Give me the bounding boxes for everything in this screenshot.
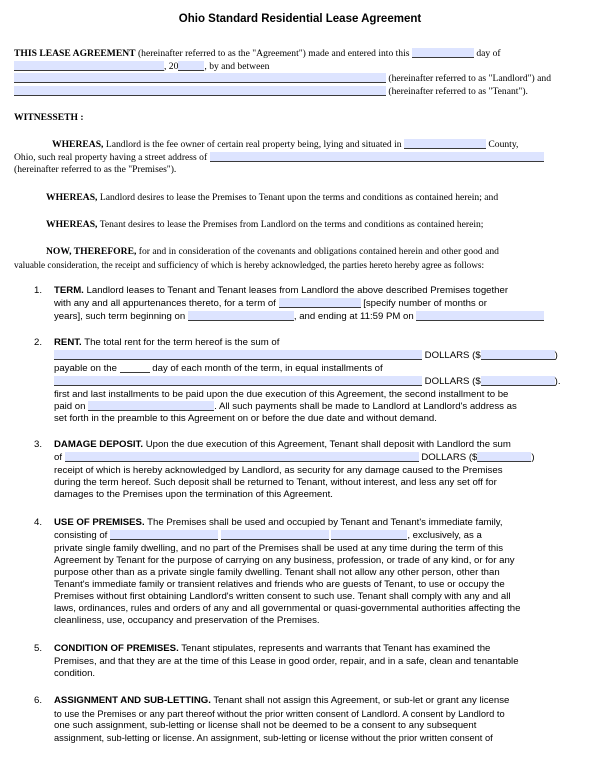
section-6-number: 6. [34, 695, 43, 706]
now-therefore-line-2: valuable consideration, the receipt and sufficiency of which is hereby acknowledged, the parties hereto hereby agree as follows: [14, 260, 484, 270]
deposit-line-3: receipt of which is hereby acknowledged by Landlord, as security for any damage caused to the Premises [54, 465, 503, 476]
condition-line-2: Premises, and that they are at the time of this Lease in good order, repair, and in a safe, clean and tenantable [54, 656, 519, 667]
rent-due-day-field[interactable] [120, 363, 150, 373]
whereas-1-line-1: WHEREAS, Landlord is the fee owner of certain real property being, lying and situated in County, [52, 139, 519, 150]
assignment-line-2: to use the Premises or any part thereof without the prior written consent of Landlord. A consent by Landlord to [54, 709, 505, 719]
second-installment-date-field[interactable] [88, 401, 214, 411]
use-line-2: consisting of , exclusively, as a [54, 530, 482, 541]
whereas-1-line-3: (hereinafter referred to as the "Premises"). [14, 164, 177, 175]
whereas-1-line-2: Ohio, such real property having a street address of [14, 152, 544, 164]
rent-line-1: RENT. The total rent for the term hereof is the sum of [54, 337, 280, 348]
deposit-amount-field[interactable] [477, 452, 531, 462]
rent-total-words-field[interactable] [54, 350, 422, 360]
use-line-9: cleanliness, use, occupancy and preservation of the Premises. [54, 615, 320, 626]
street-address-field[interactable] [210, 152, 544, 162]
use-line-3: private single family dwelling, and no part of the Premises shall be used at any time during the term of this [54, 543, 504, 554]
intro-line-4: (hereinafter referred to as "Tenant"). [14, 86, 528, 98]
county-field[interactable] [404, 139, 486, 149]
term-start-field[interactable] [188, 311, 294, 321]
agreement-year-field[interactable] [178, 61, 204, 71]
condition-line-1: CONDITION OF PREMISES. Tenant stipulates, represents and warrants that Tenant has examined the [54, 643, 491, 654]
assignment-line-1: ASSIGNMENT AND SUB-LETTING. Tenant shall not assign this Agreement, or sub-let or grant any license [54, 695, 510, 706]
section-3-number: 3. [34, 439, 43, 450]
use-line-8: laws, ordinances, rules and orders of any and all governmental or quasi-governmental authorities affecting the [54, 603, 521, 614]
section-2-number: 2. [34, 337, 43, 348]
term-end-field[interactable] [416, 311, 544, 321]
whereas-3: WHEREAS, Tenant desires to lease the Premises from Landlord on the terms and conditions as contained herein; [46, 219, 484, 230]
now-therefore-line-1: NOW, THEREFORE, for and in consideration of the covenants and obligations contained herein and other good and [46, 246, 499, 257]
assignment-line-4: assignment, sub-letting or license. An assignment, sub-letting or license without the prior written consent of [54, 733, 493, 743]
use-line-7: Premises without first obtaining Landlord's written consent to such use. Tenant shall comply with any and all [54, 591, 511, 602]
deposit-line-2: of DOLLARS ($ ) [54, 452, 535, 463]
agreement-day-field[interactable] [412, 48, 474, 58]
deposit-line-1: DAMAGE DEPOSIT. Upon the due execution of this Agreement, Tenant shall deposit with Landlord the sum [54, 439, 511, 450]
rent-line-6: paid on . All such payments shall be made to Landlord at Landlord's address as [54, 401, 517, 412]
intro-line-3: (hereinafter referred to as "Landlord") and [14, 73, 551, 85]
section-5-number: 5. [34, 643, 43, 654]
rent-installment-words-field[interactable] [54, 376, 422, 386]
section-4-number: 4. [34, 517, 43, 528]
condition-line-3: condition. [54, 668, 96, 679]
use-line-1: USE OF PREMISES. The Premises shall be used and occupied by Tenant and Tenant's immediate family, [54, 517, 503, 528]
assignment-line-3: one such assignment, sub-letting or license shall not be deemed to be a consent to any subsequent [54, 720, 477, 731]
term-line-3: years], such term beginning on , and ending at 11:59 PM on [54, 311, 544, 323]
rent-installment-amount-field[interactable] [481, 376, 555, 386]
use-line-4: Agreement by Tenant for the purpose of carrying on any business, profession, or trade of any kind, or for any [54, 555, 515, 566]
intro-line-2: , 20 , by and between [14, 61, 269, 73]
whereas-2: WHEREAS, Landlord desires to lease the Premises to Tenant upon the terms and conditions as contained herein; and [46, 192, 499, 203]
use-line-6: Tenant's immediate family or transient relatives and friends who are guests of Tenant, to use or occupy the [54, 579, 505, 590]
term-line-2: with any and all appurtenances thereto, for a term of [specify number of months or [54, 298, 487, 309]
use-line-5: purpose other than as a private single family dwelling. Tenant shall not allow any other person, other than [54, 567, 500, 578]
deposit-words-field[interactable] [65, 452, 419, 462]
term-line-1: TERM. Landlord leases to Tenant and Tenant leases from Landlord the above described Premises together [54, 285, 509, 296]
rent-line-3: payable on the day of each month of the term, in equal installments of [54, 363, 383, 374]
landlord-name-field[interactable] [14, 73, 386, 83]
occupant-2-field[interactable] [221, 530, 329, 540]
rent-line-7: set forth in the preamble to this Agreement on or before the due date and without demand. [54, 413, 437, 424]
intro-line-1: THIS LEASE AGREEMENT (hereinafter referred to as the "Agreement") made and entered into this day of [14, 48, 501, 59]
deposit-line-4: during the term hereof. Such deposit shall be returned to Tenant, without interest, and less any set off for [54, 477, 497, 488]
rent-total-amount-field[interactable] [481, 350, 555, 360]
occupant-3-field[interactable] [331, 530, 407, 540]
occupant-1-field[interactable] [110, 530, 218, 540]
rent-line-4: DOLLARS ($ ). [54, 376, 561, 388]
rent-line-5: first and last installments to be paid upon the due execution of this Agreement, the second installment to be [54, 389, 509, 400]
rent-line-2: DOLLARS ($ ) [54, 350, 558, 362]
deposit-line-5: damages to the Premises upon the termination of this Agreement. [54, 489, 333, 500]
term-length-field[interactable] [279, 298, 361, 308]
tenant-name-field[interactable] [14, 86, 386, 96]
witnesseth-heading: WITNESSETH : [14, 112, 84, 123]
agreement-month-field[interactable] [14, 61, 164, 71]
document-title: Ohio Standard Residential Lease Agreement [178, 13, 422, 25]
section-1-number: 1. [34, 285, 43, 296]
